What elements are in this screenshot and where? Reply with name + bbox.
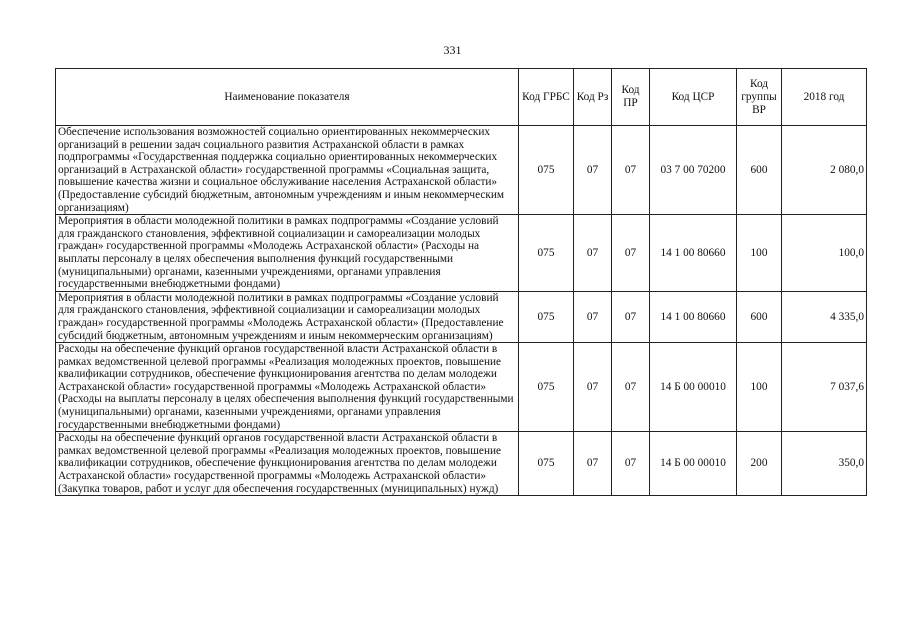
row-vr: 100 (737, 215, 782, 292)
row-rz: 07 (574, 432, 612, 496)
row-csr: 14 Б 00 00010 (650, 432, 737, 496)
header-row (56, 69, 867, 126)
row-grbs: 075 (519, 126, 574, 215)
table-row (56, 291, 867, 342)
header-name: Наименование показателя (56, 69, 519, 126)
table-row (56, 343, 867, 432)
row-amount: 350,0 (782, 432, 867, 496)
row-pr: 07 (612, 291, 650, 342)
header-csr: Код ЦСР (650, 69, 737, 126)
row-csr: 14 1 00 80660 (650, 291, 737, 342)
header-rz: Код Рз (574, 69, 612, 126)
row-csr: 14 1 00 80660 (650, 215, 737, 292)
row-vr: 600 (737, 126, 782, 215)
row-amount: 7 037,6 (782, 343, 867, 432)
row-name: Обеспечение использования возможностей социально ориентированных некоммерческих организаций в решении задач социального развития Астраханской области в рамках подпрограммы «Государственная поддержка социально ориентированных некоммерческих организаций в Астраханской области» государственной программы «Социальная защита, повышение качества жизни и социальное обслуживание населения Астраханской области» (Предоставление субсидий бюджетным, автономным учреждениям и иным некоммерческим организациям) (56, 126, 519, 215)
row-grbs: 075 (519, 343, 574, 432)
row-csr: 03 7 00 70200 (650, 126, 737, 215)
row-rz: 07 (574, 343, 612, 432)
row-grbs: 075 (519, 215, 574, 292)
page-number: 331 (443, 43, 462, 57)
row-csr: 14 Б 00 00010 (650, 343, 737, 432)
header-vr: Код группы ВР (737, 69, 782, 126)
row-amount: 100,0 (782, 215, 867, 292)
row-pr: 07 (612, 432, 650, 496)
row-pr: 07 (612, 343, 650, 432)
row-amount: 4 335,0 (782, 291, 867, 342)
header-grbs: Код ГРБС (519, 69, 574, 126)
row-grbs: 075 (519, 432, 574, 496)
row-rz: 07 (574, 215, 612, 292)
table-row (56, 432, 867, 496)
row-name: Расходы на обеспечение функций органов государственной власти Астраханской области в рамках ведомственной целевой программы «Реализация молодежных проектов, повышение квалификации сотрудников, обеспечение функционирования агентства по делам молодежи Астраханской области» государственной программы «Молодежь Астраханской области» (Расходы на выплаты персоналу в целях обеспечения выполнения функций государственными (муниципальными) органами, казенными учреждениями, органами управления государственными внебюджетными фондами) (56, 343, 519, 432)
row-amount: 2 080,0 (782, 126, 867, 215)
row-vr: 100 (737, 343, 782, 432)
row-vr: 200 (737, 432, 782, 496)
row-vr: 600 (737, 291, 782, 342)
row-name: Расходы на обеспечение функций органов государственной власти Астраханской области в рамках ведомственной целевой программы «Реализация молодежных проектов, повышение квалификации сотрудников, обеспечение функционирования агентства по делам молодежи Астраханской области» государственной программы «Молодежь Астраханской области» (Закупка товаров, работ и услуг для обеспечения государственных (муниципальных) нужд) (56, 432, 519, 496)
budget-table (55, 68, 867, 496)
table-row (56, 126, 867, 215)
row-pr: 07 (612, 126, 650, 215)
header-pr: Код ПР (612, 69, 650, 126)
row-name: Мероприятия в области молодежной политики в рамках подпрограммы «Создание условий для гражданского становления, эффективной социализации и самореализации молодых граждан» государственной программы «Молодежь Астраханской области» (Предоставление субсидий бюджетным, автономным учреждениям и иным некоммерческим организациям) (56, 291, 519, 342)
row-name: Мероприятия в области молодежной политики в рамках подпрограммы «Создание условий для гражданского становления, эффективной социализации и самореализации молодых граждан» государственной программы «Молодежь Астраханской области» (Расходы на выплаты персоналу в целях обеспечения выполнения функций государственными (муниципальными) органами, казенными учреждениями, органами управления государственными внебюджетными фондами) (56, 215, 519, 292)
row-rz: 07 (574, 126, 612, 215)
header-year: 2018 год (782, 69, 867, 126)
row-pr: 07 (612, 215, 650, 292)
table-row (56, 215, 867, 292)
row-rz: 07 (574, 291, 612, 342)
row-grbs: 075 (519, 291, 574, 342)
